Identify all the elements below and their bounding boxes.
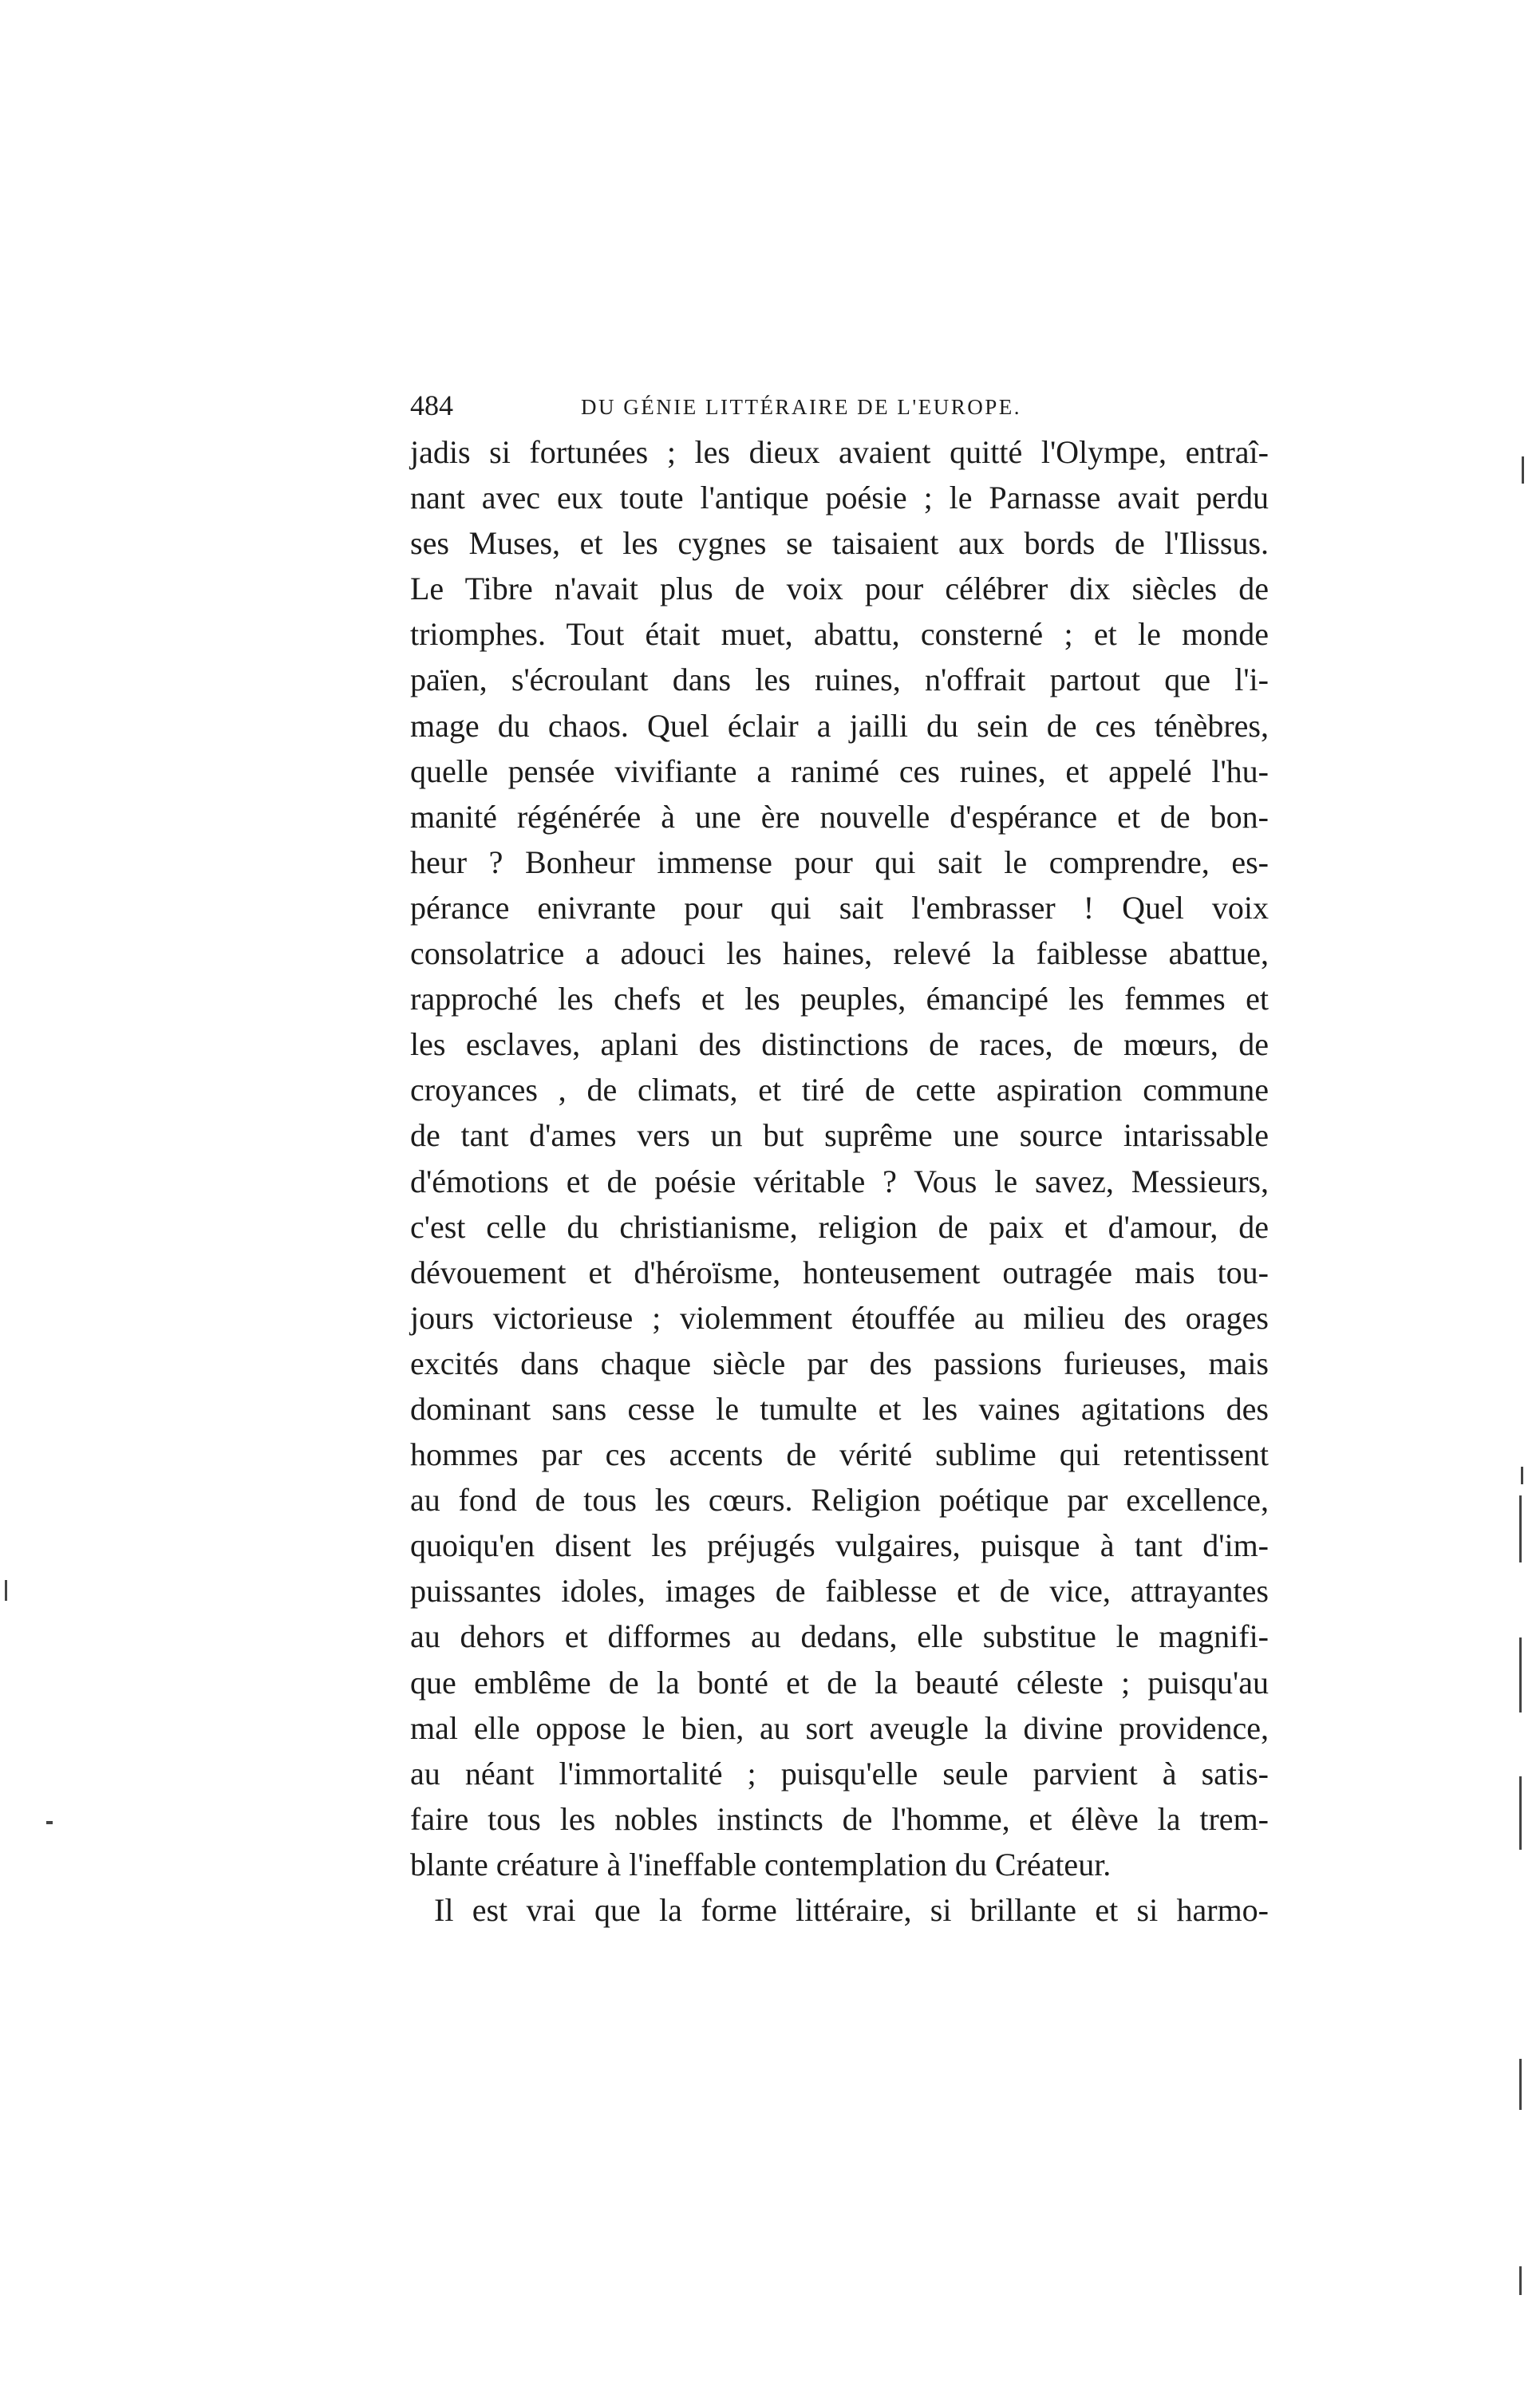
- text-line: hommes par ces accents de vérité sublime qui retentissent: [410, 1436, 1269, 1473]
- text-line: excités dans chaque siècle par des passions furieuses, mais: [410, 1345, 1269, 1381]
- scan-artifact: [1522, 456, 1524, 484]
- text-line: heur ? Bonheur immense pour qui sait le comprendre, es-: [410, 843, 1269, 880]
- text-line: pérance enivrante pour qui sait l'embrasser ! Quel voix: [410, 889, 1269, 926]
- text-line: d'émotions et de poésie véritable ? Vous le savez, Messieurs,: [410, 1163, 1269, 1199]
- scan-artifact: [1519, 1776, 1522, 1850]
- text-line: faire tous les nobles instincts de l'homme, et élève la trem-: [410, 1800, 1269, 1837]
- paragraph-2: [410, 1887, 1269, 1933]
- text-line: nant avec eux toute l'antique poésie ; le Parnasse avait perdu: [410, 480, 1269, 516]
- text-line: c'est celle du christianisme, religion de paix et d'amour, de: [410, 1208, 1269, 1245]
- scan-artifact: [1519, 2059, 1522, 2110]
- text-line: de tant d'ames vers un but suprême une source intarissable: [410, 1117, 1269, 1154]
- text-line: Il est vrai que la forme littéraire, si brillante et si harmo-: [434, 1892, 1269, 1928]
- text-line: païen, s'écroulant dans les ruines, n'offrait partout que l'i-: [410, 662, 1269, 698]
- text-line: dominant sans cesse le tumulte et les vaines agitations des: [410, 1390, 1269, 1427]
- scan-artifact: [46, 1821, 53, 1824]
- text-line: mal elle oppose le bien, au sort aveugle la divine providence,: [410, 1709, 1269, 1746]
- text-line: quoiqu'en disent les préjugés vulgaires, puisque à tant d'im-: [410, 1527, 1269, 1564]
- text-line: jadis si fortunées ; les dieux avaient quitté l'Olympe, entraî-: [410, 434, 1269, 470]
- paragraph-1: [410, 429, 1269, 1887]
- text-line: mage du chaos. Quel éclair a jailli du sein de ces ténèbres,: [410, 707, 1269, 744]
- text-line: au fond de tous les cœurs. Religion poétique par excellence,: [410, 1482, 1269, 1519]
- text-line: les esclaves, aplani des distinctions de races, de mœurs, de: [410, 1026, 1269, 1063]
- scan-artifact: [1519, 1637, 1522, 1712]
- text-line: au néant l'immortalité ; puisqu'elle seule parvient à satis-: [410, 1755, 1269, 1791]
- text-line: croyances , de climats, et tiré de cette aspiration commune: [410, 1072, 1269, 1108]
- scan-artifact: [1519, 1495, 1522, 1562]
- page-header: [410, 388, 1272, 423]
- body-text: [410, 429, 1269, 1933]
- text-line: ses Muses, et les cygnes se taisaient aux bords de l'Ilissus.: [410, 525, 1269, 562]
- text-line: blante créature à l'ineffable contemplation du Créateur.: [410, 1846, 1112, 1882]
- text-line: manité régénérée à une ère nouvelle d'espérance et de bon-: [410, 798, 1269, 835]
- text-line: au dehors et difformes au dedans, elle substitue le magnifi-: [410, 1618, 1269, 1655]
- text-line: que emblême de la bonté et de la beauté céleste ; puisqu'au: [410, 1664, 1269, 1701]
- scan-artifact: [1521, 1467, 1523, 1484]
- running-title: DU GÉNIE LITTÉRAIRE DE L'EUROPE.: [581, 395, 1022, 419]
- text-line: jours victorieuse ; violemment étouffée au milieu des orages: [410, 1299, 1269, 1336]
- text-line: Le Tibre n'avait plus de voix pour célébrer dix siècles de: [410, 571, 1269, 607]
- page-number: 484: [410, 389, 453, 421]
- text-line: puissantes idoles, images de faiblesse et de vice, attrayantes: [410, 1573, 1269, 1610]
- scan-artifact: [1519, 2266, 1522, 2295]
- scan-artifact: [5, 1580, 7, 1601]
- text-line: dévouement et d'héroïsme, honteusement outragée mais tou-: [410, 1254, 1269, 1290]
- text-line: triomphes. Tout était muet, abattu, consterné ; et le monde: [410, 616, 1269, 653]
- text-line: rapproché les chefs et les peuples, émancipé les femmes et: [410, 981, 1269, 1017]
- text-line: consolatrice a adouci les haines, relevé la faiblesse abattue,: [410, 935, 1269, 972]
- text-line: quelle pensée vivifiante a ranimé ces ruines, et appelé l'hu-: [410, 753, 1269, 789]
